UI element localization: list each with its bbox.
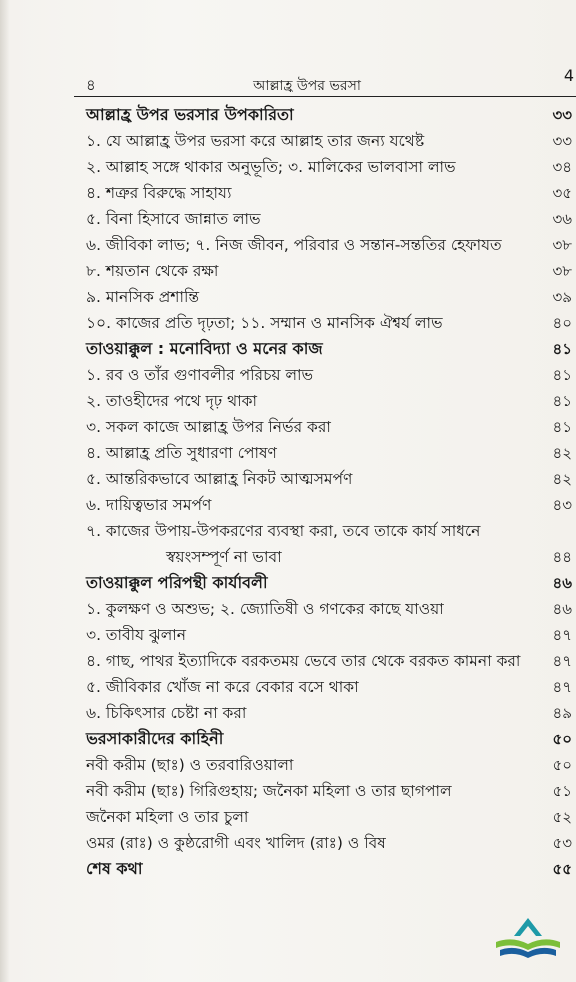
toc-entry <box>86 206 572 232</box>
toc-entry <box>86 284 572 310</box>
running-header <box>72 66 574 94</box>
toc-entry-page: ৩৫ <box>552 184 572 202</box>
toc-entry <box>86 544 572 570</box>
toc-section-heading <box>86 102 572 128</box>
toc-section-heading <box>86 570 572 596</box>
toc-section-heading <box>86 856 572 882</box>
toc-entry <box>86 362 572 388</box>
toc-entry <box>86 778 572 804</box>
toc-entry-page: ৪১ <box>552 418 572 436</box>
toc-entry-page: ৩৩ <box>552 106 572 124</box>
toc-entry-page: ৪০ <box>552 314 572 332</box>
toc-entry-title: ৮. শয়তান থেকে রক্ষা <box>86 262 219 280</box>
toc-entry-title: ২. আল্লাহ সঙ্গে থাকার অনুভূতি; ৩. মালিকের ভালবাসা লাভ <box>86 158 456 176</box>
toc-entry-page: ৫০ <box>552 730 572 748</box>
toc-entry-title: ৬. চিকিৎসার চেষ্টা না করা <box>86 704 247 722</box>
toc-entry-title: ১০. কাজের প্রতি দৃঢ়তা; ১১. সম্মান ও মানসিক ঐশ্বর্য লাভ <box>86 314 443 332</box>
toc-entry-title: ওমর (রাঃ) ও কুষ্ঠরোগী এবং খালিদ (রাঃ) ও বিষ <box>86 834 386 852</box>
toc-entry <box>86 414 572 440</box>
toc-entry <box>86 830 572 856</box>
toc-entry-page: ৩৯ <box>552 288 572 306</box>
toc-entry <box>86 388 572 414</box>
toc-entry-page: ৪২ <box>552 444 572 462</box>
toc-entry-title: নবী করীম (ছাঃ) ও তরবারিওয়ালা <box>86 756 294 774</box>
toc-entry-title: জনৈকা মহিলা ও তার চুলা <box>86 808 249 826</box>
toc-entry <box>86 752 572 778</box>
toc-entry <box>86 310 572 336</box>
toc-entry-title: ৯. মানসিক প্রশান্তি <box>86 288 200 306</box>
toc-entry-page: ৪১ <box>552 366 572 384</box>
toc-entry-page: ৩৮ <box>552 262 572 280</box>
toc-entry <box>86 128 572 154</box>
toc-entry-page: ৪২ <box>552 470 572 488</box>
toc-entry-title: আল্লাহ্র উপর ভরসার উপকারিতা <box>86 105 294 124</box>
publisher-logo-icon <box>492 914 564 962</box>
toc-entry-page: ৪৭ <box>552 652 572 670</box>
toc-entry-title: ৩. তাবীয ঝুলান <box>86 626 187 644</box>
toc-entry-title: শেষ কথা <box>86 859 143 878</box>
toc-entry-page: ৫২ <box>552 808 572 826</box>
toc-entry-page: ৩৬ <box>552 210 572 228</box>
toc-entry-title: ৪. গাছ, পাথর ইত্যাদিকে বরকতময় ভেবে তার থেকে বরকত কামনা করা <box>86 652 521 670</box>
toc-entry-title: ৫. আন্তরিকভাবে আল্লাহ্র নিকট আত্মসমর্পণ <box>86 470 353 488</box>
toc-entry <box>86 466 572 492</box>
toc-entry-page: ৫১ <box>552 782 572 800</box>
toc-entry <box>86 154 572 180</box>
toc-entry-title: নবী করীম (ছাঃ) গিরিগুহায়; জনৈকা মহিলা ও তার ছাগপাল <box>86 782 452 800</box>
toc-section-heading <box>86 726 572 752</box>
toc-entry-title: ৭. কাজের উপায়-উপকরণের ব্যবস্থা করা, তবে তাকে কার্য সাধনে <box>86 522 481 540</box>
toc-entry <box>86 180 572 206</box>
toc-entry <box>86 648 572 674</box>
toc-entry-page: ৫৫ <box>552 860 572 878</box>
page-number: ৪ <box>86 76 96 94</box>
toc-entry-page: ৪৭ <box>552 678 572 696</box>
toc-entry-page: ৪৬ <box>552 600 572 618</box>
toc-entry <box>86 258 572 284</box>
toc-entry-title: স্বয়ংসম্পূর্ণ না ভাবা <box>166 548 282 566</box>
toc-entry-title: ২. তাওহীদের পথে দৃঢ় থাকা <box>86 392 257 410</box>
toc-entry <box>86 232 572 258</box>
toc-entry-title: তাওয়াক্কুল : মনোবিদ্যা ও মনের কাজ <box>86 339 323 358</box>
toc-entry-page: ৪৭ <box>552 626 572 644</box>
toc-entry-title: ১. কুলক্ষণ ও অশুভ; ২. জ্যোতিষী ও গণকের কাছে যাওয়া <box>86 600 444 618</box>
toc-entry <box>86 518 572 544</box>
toc-entry-title: ৪. আল্লাহ্র প্রতি সুধারণা পোষণ <box>86 444 277 462</box>
toc-entry <box>86 804 572 830</box>
header-rule <box>74 96 576 97</box>
toc-entry-title: ৬. জীবিকা লাভ; ৭. নিজ জীবন, পরিবার ও সন্তান-সন্ততির হেফাযত <box>86 236 502 254</box>
table-of-contents <box>86 102 572 882</box>
toc-entry-title: ৬. দায়িত্বভার সমর্পণ <box>86 496 212 514</box>
toc-entry-title: ভরসাকারীদের কাহিনী <box>86 729 224 748</box>
toc-entry-title: ১. রব ও তাঁর গুণাবলীর পরিচয় লাভ <box>86 366 314 384</box>
toc-entry-page: ৪৯ <box>552 704 572 722</box>
toc-entry <box>86 674 572 700</box>
running-title: আল্লাহ্র উপর ভরসা <box>253 78 361 94</box>
toc-entry-page: ৫০ <box>552 756 572 774</box>
toc-entry-title: ৫. জীবিকার খোঁজ না করে বেকার বসে থাকা <box>86 678 359 696</box>
toc-entry <box>86 440 572 466</box>
toc-section-heading <box>86 336 572 362</box>
toc-entry-page: ৪৪ <box>552 548 572 566</box>
toc-entry-title: ৩. সকল কাজে আল্লাহ্র উপর নির্ভর করা <box>86 418 331 436</box>
page-binding-shadow <box>0 0 10 982</box>
toc-entry <box>86 596 572 622</box>
toc-entry-title: ১. যে আল্লাহ্র উপর ভরসা করে আল্লাহ তার জন্য যথেষ্ট <box>86 132 425 150</box>
corner-number: 4 <box>563 66 574 85</box>
toc-entry-title: তাওয়াক্কুল পরিপন্থী কার্যাবলী <box>86 573 268 592</box>
toc-entry-page: ৫৩ <box>552 834 572 852</box>
toc-entry-title: ৫. বিনা হিসাবে জান্নাত লাভ <box>86 210 261 228</box>
toc-entry-page: ৩৪ <box>552 158 572 176</box>
toc-entry-page: ৪১ <box>552 392 572 410</box>
toc-entry-page: ৪৬ <box>552 574 572 592</box>
toc-entry-page: ৪১ <box>552 340 572 358</box>
toc-entry-page: ৪৩ <box>552 496 572 514</box>
toc-entry <box>86 700 572 726</box>
toc-entry-title: ৪. শত্রুর বিরুদ্ধে সাহায্য <box>86 184 232 202</box>
toc-entry <box>86 492 572 518</box>
toc-entry <box>86 622 572 648</box>
toc-entry-page: ৩৮ <box>552 236 572 254</box>
toc-entry-page: ৩৩ <box>552 132 572 150</box>
